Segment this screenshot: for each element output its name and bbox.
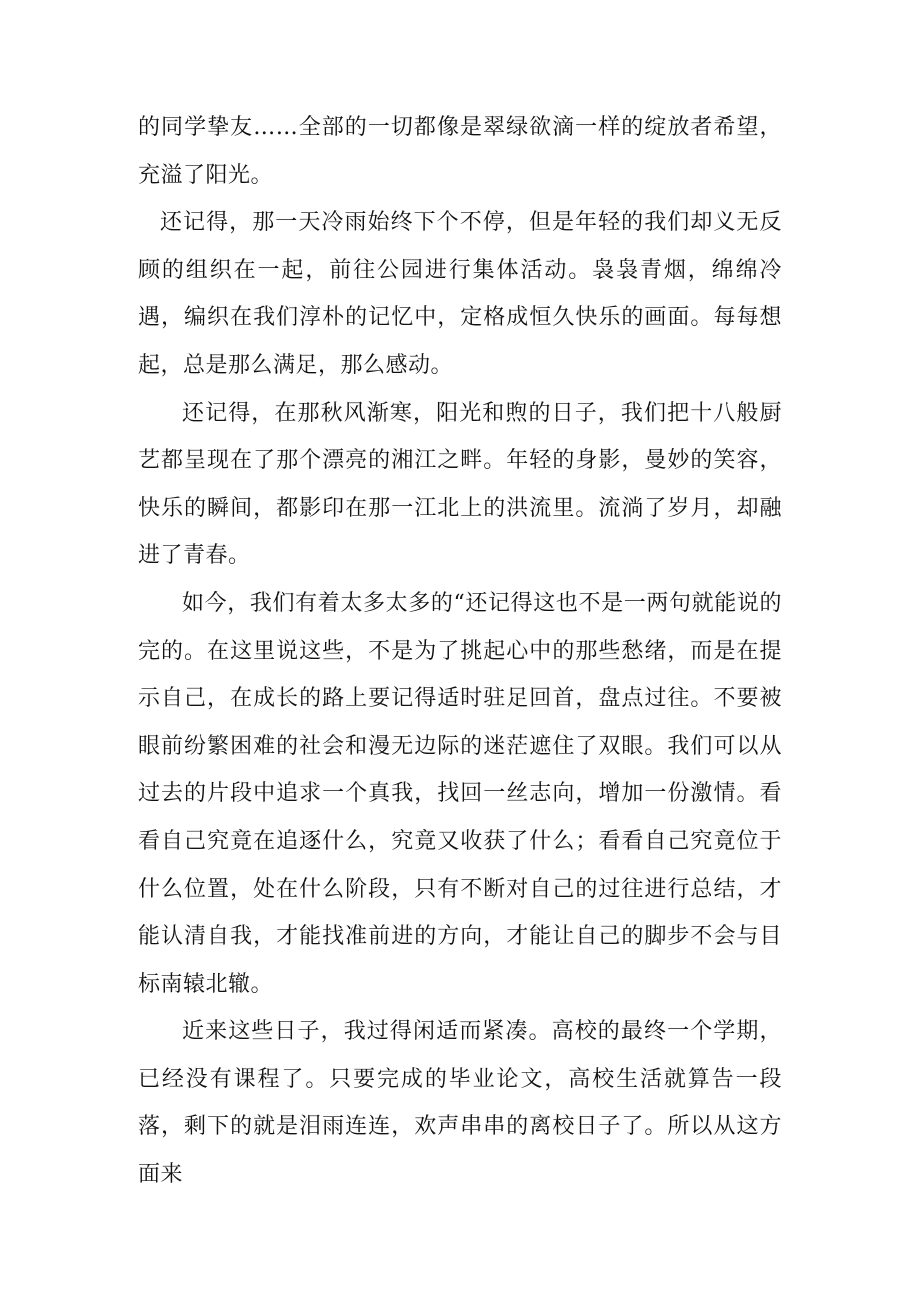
paragraph-3: 还记得，在那秋风渐寒，阳光和煦的日子，我们把十八般厨艺都呈现在了那个漂亮的湘江之畔。年轻的身影，曼妙的笑容，快乐的瞬间，都影印在那一江北上的洪流里。流淌了岁月，却融进了青春。 xyxy=(138,400,782,569)
paragraph-5: 近来这些日子，我过得闲适而紧凑。高校的最终一个学期，已经没有课程了。只要完成的毕业论文，高校生活就算告一段落，剩下的就是泪雨连连，欢声串串的离校日子了。所以从这方面来 xyxy=(138,1019,782,1188)
paragraph-4: 如今，我们有着太多太多的“还记得这也不是一两句就能说的完的。在这里说这些，不是为了挑起心中的那些愁绪，而是在提示自己，在成长的路上要记得适时驻足回首，盘点过往。不要被眼前纷繁困难的社会和漫无边际的迷茫遮住了双眼。我们可以从过去的片段中追求一个真我，找回一丝志向，增加一份激情。看看自己究竟在追逐什么，究竟又收获了什么；看看自己究竟位于什么位置，处在什么阶段，只有不断对自己的过往进行总结，才能认清自我，才能找准前进的方向，才能让自己的脚步不会与目标南辕北辙。 xyxy=(138,590,782,997)
paragraph-1: 的同学挚友……全部的一切都像是翠绿欲滴一样的绽放者希望，充溢了阳光。 xyxy=(138,115,782,188)
paragraph-2: 还记得，那一天冷雨始终下个不停，但是年轻的我们却义无反顾的组织在一起，前往公园进行集体活动。袅袅青烟，绵绵冷遇，编织在我们淳朴的记忆中，定格成恒久快乐的画面。每每想起，总是那么满足，那么感动。 xyxy=(138,210,782,378)
document-body xyxy=(138,104,782,1199)
